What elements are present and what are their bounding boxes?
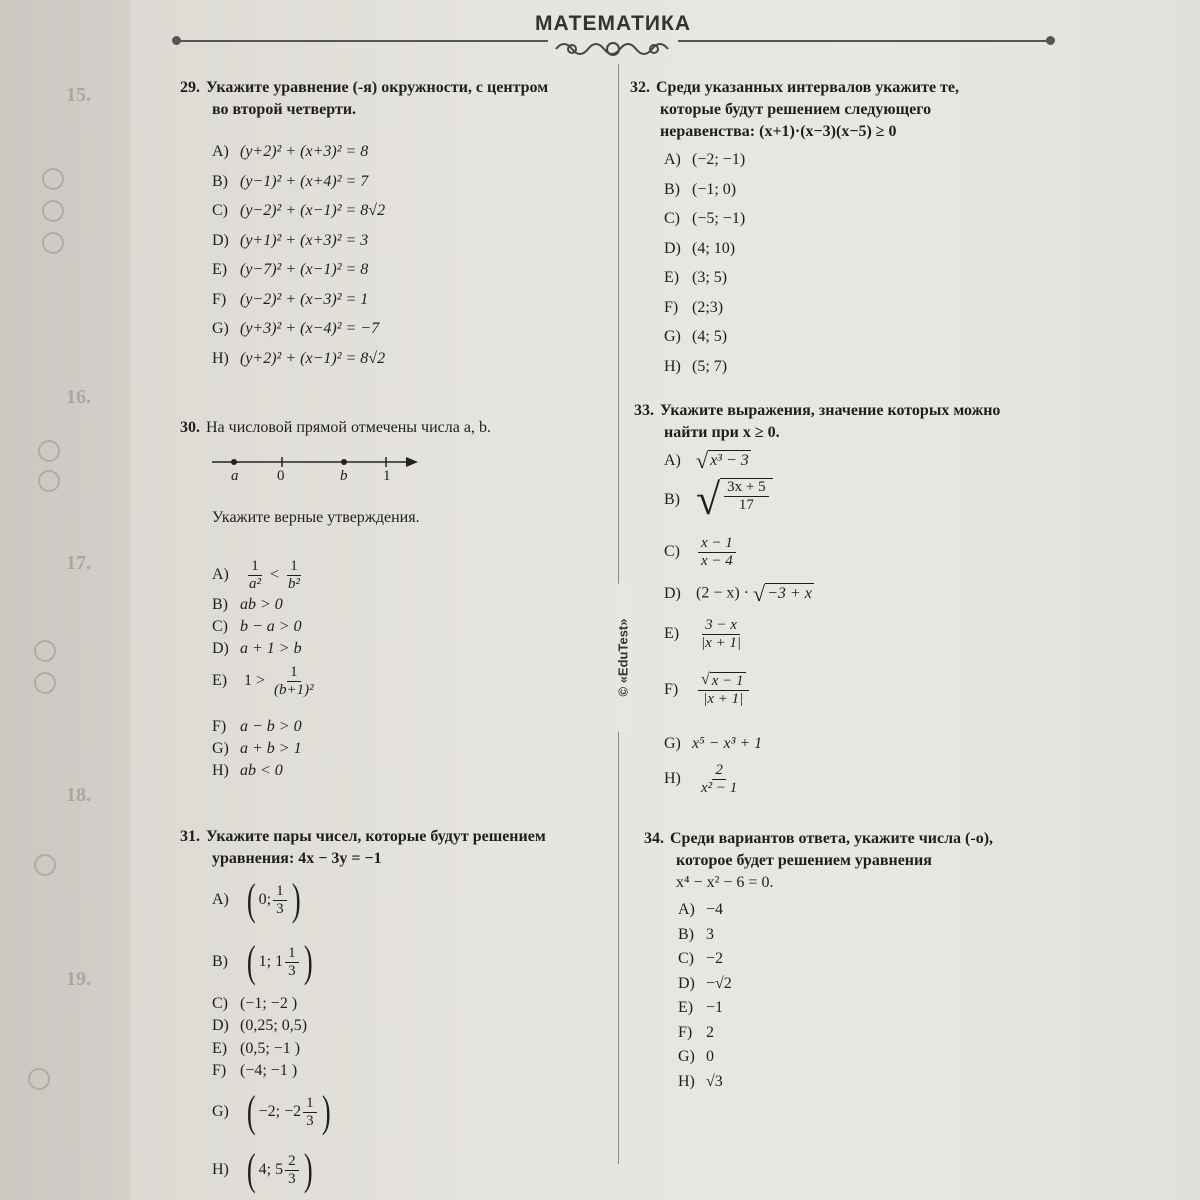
option-expression: (−5; −1): [692, 210, 746, 227]
option-expression: −2: [706, 950, 724, 967]
fraction-numerator: 1: [303, 1095, 317, 1113]
q32-option-d[interactable]: [664, 239, 735, 259]
q32-option-b[interactable]: [664, 180, 736, 200]
ghost-circle: [38, 440, 60, 462]
question-number: 29.: [180, 79, 200, 96]
q32-option-h[interactable]: [664, 357, 727, 377]
q33-option-e[interactable]: [664, 617, 746, 652]
q33-option-h[interactable]: [664, 762, 742, 797]
adjacent-page-strip: [0, 0, 130, 1200]
option-letter: G): [664, 735, 681, 752]
fraction-denominator: |x + 1|: [703, 691, 744, 707]
option-letter: C): [212, 618, 228, 635]
option-letter: E): [212, 672, 228, 690]
option-letter: E): [678, 999, 694, 1016]
option-letter: A): [212, 143, 229, 160]
question-number: 32.: [630, 79, 650, 96]
option-letter: B): [212, 952, 228, 970]
q34-option-b[interactable]: [678, 925, 714, 945]
question-number: 31.: [180, 828, 200, 845]
option-letter: B): [212, 596, 228, 613]
comparison-sign: <: [270, 566, 280, 584]
option-expression: 1 >: [244, 672, 266, 690]
ghost-number: 15.: [66, 84, 91, 106]
ghost-number: 18.: [66, 784, 91, 806]
option-letter: D): [212, 640, 229, 657]
option-letter: G): [678, 1048, 695, 1065]
fraction-numerator: 1: [287, 664, 301, 682]
option-expression: −√2: [706, 974, 732, 992]
question-text: уравнения: 4x − 3y = −1: [212, 850, 382, 867]
option-expression: (0,5; −1 ): [240, 1040, 301, 1057]
option-expression: (4; 5): [692, 328, 728, 345]
question-text: Укажите уравнение (-я) окружности, с центром: [206, 79, 549, 96]
q30-option-e[interactable]: [212, 664, 319, 699]
fraction-denominator: 3: [306, 1112, 314, 1129]
option-letter: G): [664, 328, 681, 345]
option-letter: D): [212, 231, 229, 249]
option-letter: A): [678, 901, 695, 918]
question-32-heading: [630, 77, 959, 143]
ghost-number: 17.: [66, 552, 91, 574]
q30-option-f[interactable]: [212, 717, 302, 737]
q30-option-d[interactable]: [212, 639, 302, 659]
question-34-heading: [644, 828, 993, 894]
option-letter: F): [664, 298, 679, 316]
q29-option-a[interactable]: [212, 142, 368, 162]
question-text: во второй четверти.: [212, 101, 357, 118]
q30-option-a[interactable]: [212, 558, 305, 593]
q33-option-b[interactable]: B) √ $\frac{3x + 5}{17}$: [664, 478, 773, 522]
option-letter: H): [212, 349, 229, 367]
option-letter: F): [664, 680, 679, 698]
option-letter: A): [212, 890, 229, 908]
option-expression: (y+3)² + (x−4)² = −7: [240, 320, 380, 337]
radicand: x − 1: [711, 673, 744, 689]
q29-option-e[interactable]: [212, 260, 368, 280]
ghost-circle: [42, 168, 64, 190]
option-expression: (y+1)² + (x+3)² = 3: [240, 231, 369, 249]
option-letter: E): [664, 625, 680, 643]
question-number: 30.: [180, 419, 200, 436]
fraction-denominator: |x + 1|: [701, 635, 742, 651]
option-expression: 4; 5: [258, 1161, 284, 1178]
option-letter: H): [664, 357, 681, 375]
q29-option-h[interactable]: [212, 349, 385, 369]
q31-option-d[interactable]: [212, 1016, 307, 1036]
numberline-label-a: a: [231, 468, 239, 484]
q29-option-d[interactable]: [212, 231, 368, 251]
option-letter: H): [212, 762, 229, 779]
option-letter: E): [212, 261, 228, 278]
q31-option-a[interactable]: A) ( 0; $\frac{1}{3}$ ): [212, 875, 301, 924]
q34-option-e[interactable]: [678, 998, 723, 1018]
option-letter: C): [212, 995, 228, 1012]
q31-option-b[interactable]: B) ( 1; 1 $\frac{1}{3}$ ): [212, 937, 313, 986]
q29-option-f[interactable]: [212, 290, 368, 310]
ghost-circle: [42, 200, 64, 222]
option-expression: 0;: [258, 891, 272, 908]
option-expression: 0: [706, 1048, 714, 1065]
q34-option-h[interactable]: [678, 1072, 723, 1092]
fraction-numerator: 2: [285, 1153, 299, 1171]
fraction-numerator: 1: [285, 945, 299, 963]
option-letter: B): [678, 925, 694, 943]
option-expression: a + b > 1: [240, 740, 302, 757]
page-title: МАТЕМАТИКА: [535, 12, 691, 35]
option-expression: a − b > 0: [240, 718, 302, 735]
q29-option-c[interactable]: [212, 201, 385, 221]
q33-option-c[interactable]: [664, 535, 738, 570]
question-31-heading: [180, 826, 546, 870]
option-letter: B): [664, 180, 680, 198]
rule-end-dot: [172, 36, 181, 45]
option-expression: (3; 5): [692, 269, 728, 286]
option-expression: (0,25; 0,5): [240, 1017, 308, 1034]
q34-option-f[interactable]: [678, 1023, 714, 1043]
option-expression: 3: [706, 925, 714, 943]
q32-option-e[interactable]: [664, 268, 727, 288]
question-text: Среди вариантов ответа, укажите числа (-о),: [670, 830, 994, 847]
question-text: Среди указанных интервалов укажите те,: [656, 79, 960, 96]
ghost-circle: [42, 232, 64, 254]
option-letter: D): [678, 974, 695, 992]
q33-option-a[interactable]: A) √ x³ − 3: [664, 448, 749, 473]
question-text: которое будет решением уравнения: [676, 852, 932, 869]
question-29-heading: [180, 77, 548, 121]
option-expression: (4; 10): [692, 239, 736, 257]
q34-option-c[interactable]: [678, 949, 723, 969]
q33-option-f[interactable]: F) √ x − 1 |x + 1|: [664, 672, 751, 708]
option-letter: A): [664, 151, 681, 168]
q30-option-g[interactable]: [212, 739, 302, 759]
option-letter: F): [212, 1062, 227, 1079]
question-text: найти при x ≥ 0.: [664, 424, 780, 441]
question-text: x⁴ − x² − 6 = 0.: [676, 874, 774, 891]
question-33-heading: [634, 400, 1000, 444]
q34-option-d[interactable]: [678, 974, 732, 994]
fraction-denominator: b²: [288, 576, 301, 592]
numberline-label-zero: 0: [277, 468, 285, 484]
option-expression: (y−2)² + (x−3)² = 1: [240, 290, 369, 308]
option-letter: H): [664, 770, 681, 788]
option-expression: b − a > 0: [240, 618, 302, 635]
ghost-circle: [34, 854, 56, 876]
option-expression: (−4; −1 ): [240, 1062, 298, 1079]
option-letter: B): [664, 490, 680, 508]
fraction-numerator: 1: [273, 883, 287, 901]
fraction-numerator: x − 1: [698, 535, 736, 553]
q33-option-g[interactable]: [664, 734, 762, 754]
option-letter: C): [664, 210, 680, 227]
numberline-label-one: 1: [383, 468, 391, 484]
ghost-circle: [34, 672, 56, 694]
option-expression: √3: [706, 1072, 723, 1090]
option-expression: (y−2)² + (x−1)² = 8√2: [240, 202, 386, 219]
fraction-denominator: a²: [249, 576, 261, 592]
q32-option-c[interactable]: [664, 209, 745, 229]
question-text: Укажите пары чисел, которые будут решением: [206, 828, 546, 845]
option-letter: C): [212, 202, 228, 219]
radicand: x³ − 3: [708, 450, 751, 472]
q34-option-g[interactable]: [678, 1047, 714, 1067]
option-letter: A): [212, 566, 229, 584]
option-expression: x⁵ − x³ + 1: [692, 735, 763, 752]
option-letter: E): [212, 1040, 228, 1057]
ghost-circle: [28, 1068, 50, 1090]
ghost-number: 19.: [66, 968, 91, 990]
q30-option-h[interactable]: [212, 761, 283, 781]
ghost-number: 16.: [66, 386, 91, 408]
option-expression: (2;3): [692, 298, 724, 316]
fraction-numerator: 2: [712, 762, 726, 780]
option-expression: (y+2)² + (x+3)² = 8: [240, 143, 369, 160]
ghost-circle: [34, 640, 56, 662]
option-letter: D): [664, 584, 681, 602]
option-letter: C): [664, 543, 680, 561]
fraction-numerator: 3 − x: [702, 617, 740, 635]
question-text: неравенства: (x+1)·(x−3)(x−5) ≥ 0: [660, 123, 897, 140]
fraction-denominator: (b+1)²: [274, 682, 314, 698]
option-letter: A): [664, 451, 681, 469]
fraction-numerator: 1: [287, 558, 301, 576]
option-letter: F): [212, 718, 227, 735]
option-letter: C): [678, 950, 694, 967]
q31-option-c[interactable]: [212, 994, 297, 1014]
option-expression: ab > 0: [240, 596, 283, 613]
option-letter: H): [212, 1160, 229, 1178]
fraction-denominator: 3: [288, 962, 296, 979]
option-expression: 2: [706, 1023, 714, 1041]
q29-option-g[interactable]: [212, 319, 379, 339]
fraction-denominator: 3: [288, 1170, 296, 1187]
option-expression: (y−7)² + (x−1)² = 8: [240, 261, 369, 278]
option-letter: E): [664, 269, 680, 286]
q32-option-f[interactable]: [664, 298, 723, 318]
option-expression: 1; 1: [258, 953, 284, 970]
option-expression: (−1; 0): [692, 180, 737, 198]
question-text: Укажите выражения, значение которых можно: [660, 402, 1001, 419]
option-expression: ab < 0: [240, 762, 283, 779]
option-expression: (−1; −2 ): [240, 995, 298, 1012]
option-expression: −4: [706, 901, 724, 918]
option-letter: F): [678, 1023, 693, 1041]
q32-option-g[interactable]: [664, 327, 727, 347]
rule-end-dot: [1046, 36, 1055, 45]
q30-option-b[interactable]: [212, 595, 283, 615]
q33-option-d[interactable]: D) (2 − x) · √ −3 + x: [664, 581, 812, 606]
ornament-icon: [548, 36, 678, 62]
option-letter: G): [212, 320, 229, 337]
q30-option-c[interactable]: [212, 617, 302, 637]
option-letter: D): [664, 239, 681, 257]
option-letter: D): [212, 1017, 229, 1034]
q31-option-g[interactable]: G) ( −2; −2 $\frac{1}{3}$ ): [212, 1087, 331, 1136]
option-expression: a + 1 > b: [240, 640, 302, 657]
q32-option-a[interactable]: [664, 150, 745, 170]
question-text: На числовой прямой отмечены числа a, b.: [206, 419, 491, 436]
fraction-denominator: x² − 1: [701, 780, 738, 796]
q31-option-e[interactable]: [212, 1039, 300, 1059]
q31-option-f[interactable]: [212, 1061, 297, 1081]
fraction-denominator: 17: [738, 497, 754, 513]
option-letter: B): [212, 172, 228, 190]
fraction-numerator: 3x + 5: [724, 479, 768, 497]
option-letter: G): [212, 740, 229, 757]
radicand: −3 + x: [765, 583, 814, 605]
question-text: которые будут решением следующего: [660, 101, 932, 118]
option-expression: (5; 7): [692, 357, 728, 375]
q31-option-h[interactable]: H) ( 4; 5 $\frac{2}{3}$ ): [212, 1145, 313, 1194]
watermark-text: © «EduTest»: [616, 584, 631, 732]
option-letter: G): [212, 1102, 229, 1120]
question-30-heading: [180, 417, 491, 439]
option-expression: (y+2)² + (x−1)² = 8√2: [240, 349, 386, 367]
ghost-circle: [38, 470, 60, 492]
fraction-denominator: x − 4: [701, 553, 733, 569]
option-expression: (y−1)² + (x+4)² = 7: [240, 172, 369, 190]
fraction-denominator: 3: [276, 900, 284, 917]
fraction-numerator: 1: [248, 558, 262, 576]
question-number: 33.: [634, 402, 654, 419]
q29-option-b[interactable]: [212, 172, 368, 192]
option-expression: (−2; −1): [692, 151, 746, 168]
option-letter: F): [212, 290, 227, 308]
option-letter: H): [678, 1072, 695, 1090]
numberline-label-b: b: [340, 468, 348, 484]
question-30-subtitle: Укажите верные утверждения.: [212, 509, 420, 526]
option-expression: −2; −2: [258, 1103, 302, 1120]
option-expression: (2 − x) ·: [696, 584, 754, 602]
q34-option-a[interactable]: [678, 900, 723, 920]
question-number: 34.: [644, 830, 664, 847]
option-expression: −1: [706, 999, 724, 1016]
